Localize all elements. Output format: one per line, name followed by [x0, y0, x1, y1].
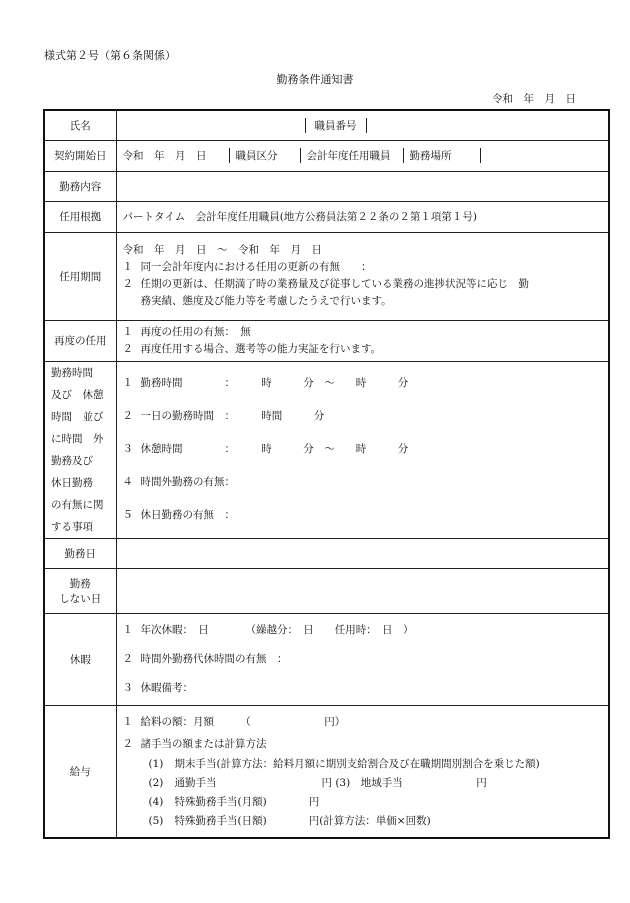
hours-label-line: に時間 外 [51, 432, 104, 445]
leave-label: 休暇 [44, 613, 116, 705]
hours-item: ３ 休憩時間 ： 時 分 ～ 時 分 [122, 443, 409, 455]
hours-label-line: 勤務時間 [51, 366, 93, 379]
row-duty [44, 171, 609, 201]
hours-label-line: 勤務及び [51, 454, 93, 467]
hours-label-line: の有無に関 [51, 498, 104, 511]
offdays-label-1: 勤務 [69, 577, 91, 590]
row-leave [44, 613, 609, 705]
allowances-heading: 諸手当の額または計算方法 [140, 738, 267, 751]
hours-label-line: 及び 休憩 [51, 388, 104, 401]
row-hours [44, 361, 609, 538]
leave-item: ２ 時間外勤務代休時間の有無 ： [122, 652, 288, 665]
workplace-value[interactable] [480, 148, 608, 163]
row-contract [44, 140, 609, 171]
staff-number-label: 職員番号 [305, 118, 366, 133]
category-value: 会計年度任用職員 [300, 148, 403, 163]
name-value[interactable] [117, 118, 306, 133]
category-label: 職員区分 [229, 148, 300, 163]
allowance-item-text: 特殊勤務手当(月額) 円 [174, 796, 320, 809]
staff-number-value[interactable] [366, 118, 608, 133]
contract-start-label: 契約開始日 [44, 140, 116, 171]
allowance-item-text: 期末手当(計算方法：給料月額に期別支給割合及び在職期間別割合を乗じた額) [174, 758, 540, 771]
row-salary: 給与 １ 給料の額：月額 （ 円） ２ 諸手当の額または計算方法 (1) 期末手当(計算方法：給料月額に期別支給割合及び在職期間別割合を乗じた額) (2) 通勤手当 円 (3) 地域手当 円 (4) 特殊勤務手当(月額) 円 (5) 特殊勤務手当(日額) 円(計算方法：単価×回数) [44, 705, 609, 838]
hours-item-text: 一日の勤務時間 ： 時間 分 [140, 410, 325, 422]
reappointment-status: 再度の任用の有無： 無 [140, 325, 251, 338]
hours-label [51, 362, 116, 538]
allowance-item-text: 特殊勤務手当(日額) 円(計算方法：単価×回数) [174, 815, 431, 828]
document-title: 勤務条件通知書 [276, 73, 354, 86]
leave-item-text: 時間外勤務代休時間の有無 ： [140, 652, 288, 665]
row-offdays [44, 568, 609, 613]
duty-label: 勤務内容 [44, 171, 116, 201]
hours-item-text: 休憩時間 ： 時 分 ～ 時 分 [140, 443, 409, 455]
leave-item: １ 年次休暇： 日 （繰越分： 日 任用時： 日 ） [122, 623, 414, 636]
allowance-item: (1) 期末手当(計算方法：給料月額に期別支給割合及び在職期間別割合を乗じた額) [148, 758, 540, 771]
workplace-label: 勤務場所 [403, 148, 480, 163]
workdays-value[interactable] [116, 538, 609, 568]
period-renewal-note-cont: 務実績、態度及び能力等を考慮したうえで行います。 [140, 295, 392, 307]
hours-item: ５ 休日勤務の有無 ： [122, 509, 235, 521]
salary-label: 給与 [44, 705, 116, 838]
hours-item: １ 勤務時間 ： 時 分 ～ 時 分 [122, 377, 409, 389]
basis-label: 任用根拠 [44, 201, 116, 232]
offdays-label-2: しない日 [59, 592, 102, 605]
hours-label-line: する事項 [51, 520, 93, 533]
period-range: 令和 年 月 日 ～ 令和 年 月 日 [122, 244, 322, 256]
offdays-value[interactable] [116, 568, 609, 613]
hours-label-line: 休日勤務 [51, 476, 93, 489]
reappointment-label: 再度の任用 [44, 320, 116, 361]
allowance-item: (5) 特殊勤務手当(日額) 円(計算方法：単価×回数) [148, 815, 431, 828]
row-period: 任用期間 令和 年 月 日 ～ 令和 年 月 日 １ 同一会計年度内における任用の更新の有無 ： ２ 任期の更新は、任期満了時の業務量及び従事している業務の進捗状況等に応じ 勤 務実績、態度及び能力等を考慮したうえで行います。 [44, 232, 609, 320]
form-number: 様式第２号（第６条関係） [44, 49, 176, 62]
workdays-label: 勤務日 [44, 538, 116, 568]
period-renewal: 同一会計年度内における任用の更新の有無 ： [140, 261, 372, 273]
hours-item-text: 休日勤務の有無 ： [140, 509, 235, 521]
issue-date: 令和 年 月 日 [492, 93, 576, 105]
conditions-table [43, 109, 610, 839]
allowance-item: (4) 特殊勤務手当(月額) 円 [148, 796, 320, 809]
hours-item: ２ 一日の勤務時間 ： 時間 分 [122, 410, 325, 422]
name-label: 氏名 [44, 110, 116, 140]
hours-item-text: 時間外勤務の有無： [140, 476, 235, 488]
row-basis [44, 201, 609, 232]
hours-item: ４ 時間外勤務の有無： [122, 476, 235, 488]
allowance-item-text: 通勤手当 円 (3) 地域手当 円 [174, 777, 487, 790]
hours-label-line: 時間 並び [51, 410, 104, 423]
period-label: 任用期間 [44, 232, 116, 320]
duty-value[interactable] [116, 171, 609, 201]
reappointment-note: 再度任用する場合、選考等の能力実証を行います。 [140, 342, 382, 355]
leave-item: ３ 休暇備考： [122, 681, 193, 694]
row-reappointment: 再度の任用 １ 再度の任用の有無： 無 ２ 再度任用する場合、選考等の能力実証を行います。 [44, 320, 609, 361]
allowance-item: (2) 通勤手当 円 (3) 地域手当 円 [148, 777, 487, 790]
salary-monthly: 給料の額：月額 （ 円） [140, 716, 346, 729]
row-workdays [44, 538, 609, 568]
row-name [44, 110, 609, 140]
leave-item-text: 年次休暇： 日 （繰越分： 日 任用時： 日 ） [140, 623, 414, 636]
hours-item-text: 勤務時間 ： 時 分 ～ 時 分 [140, 377, 409, 389]
leave-item-text: 休暇備考： [140, 681, 193, 694]
period-renewal-note: 任期の更新は、任期満了時の業務量及び従事している業務の進捗状況等に応じ 勤 [140, 278, 529, 290]
contract-start-date[interactable]: 令和 年 月 日 [117, 148, 230, 163]
basis-text: パートタイム 会計年度任用職員(地方公務員法第２２条の２第１項第１号) [116, 201, 609, 232]
